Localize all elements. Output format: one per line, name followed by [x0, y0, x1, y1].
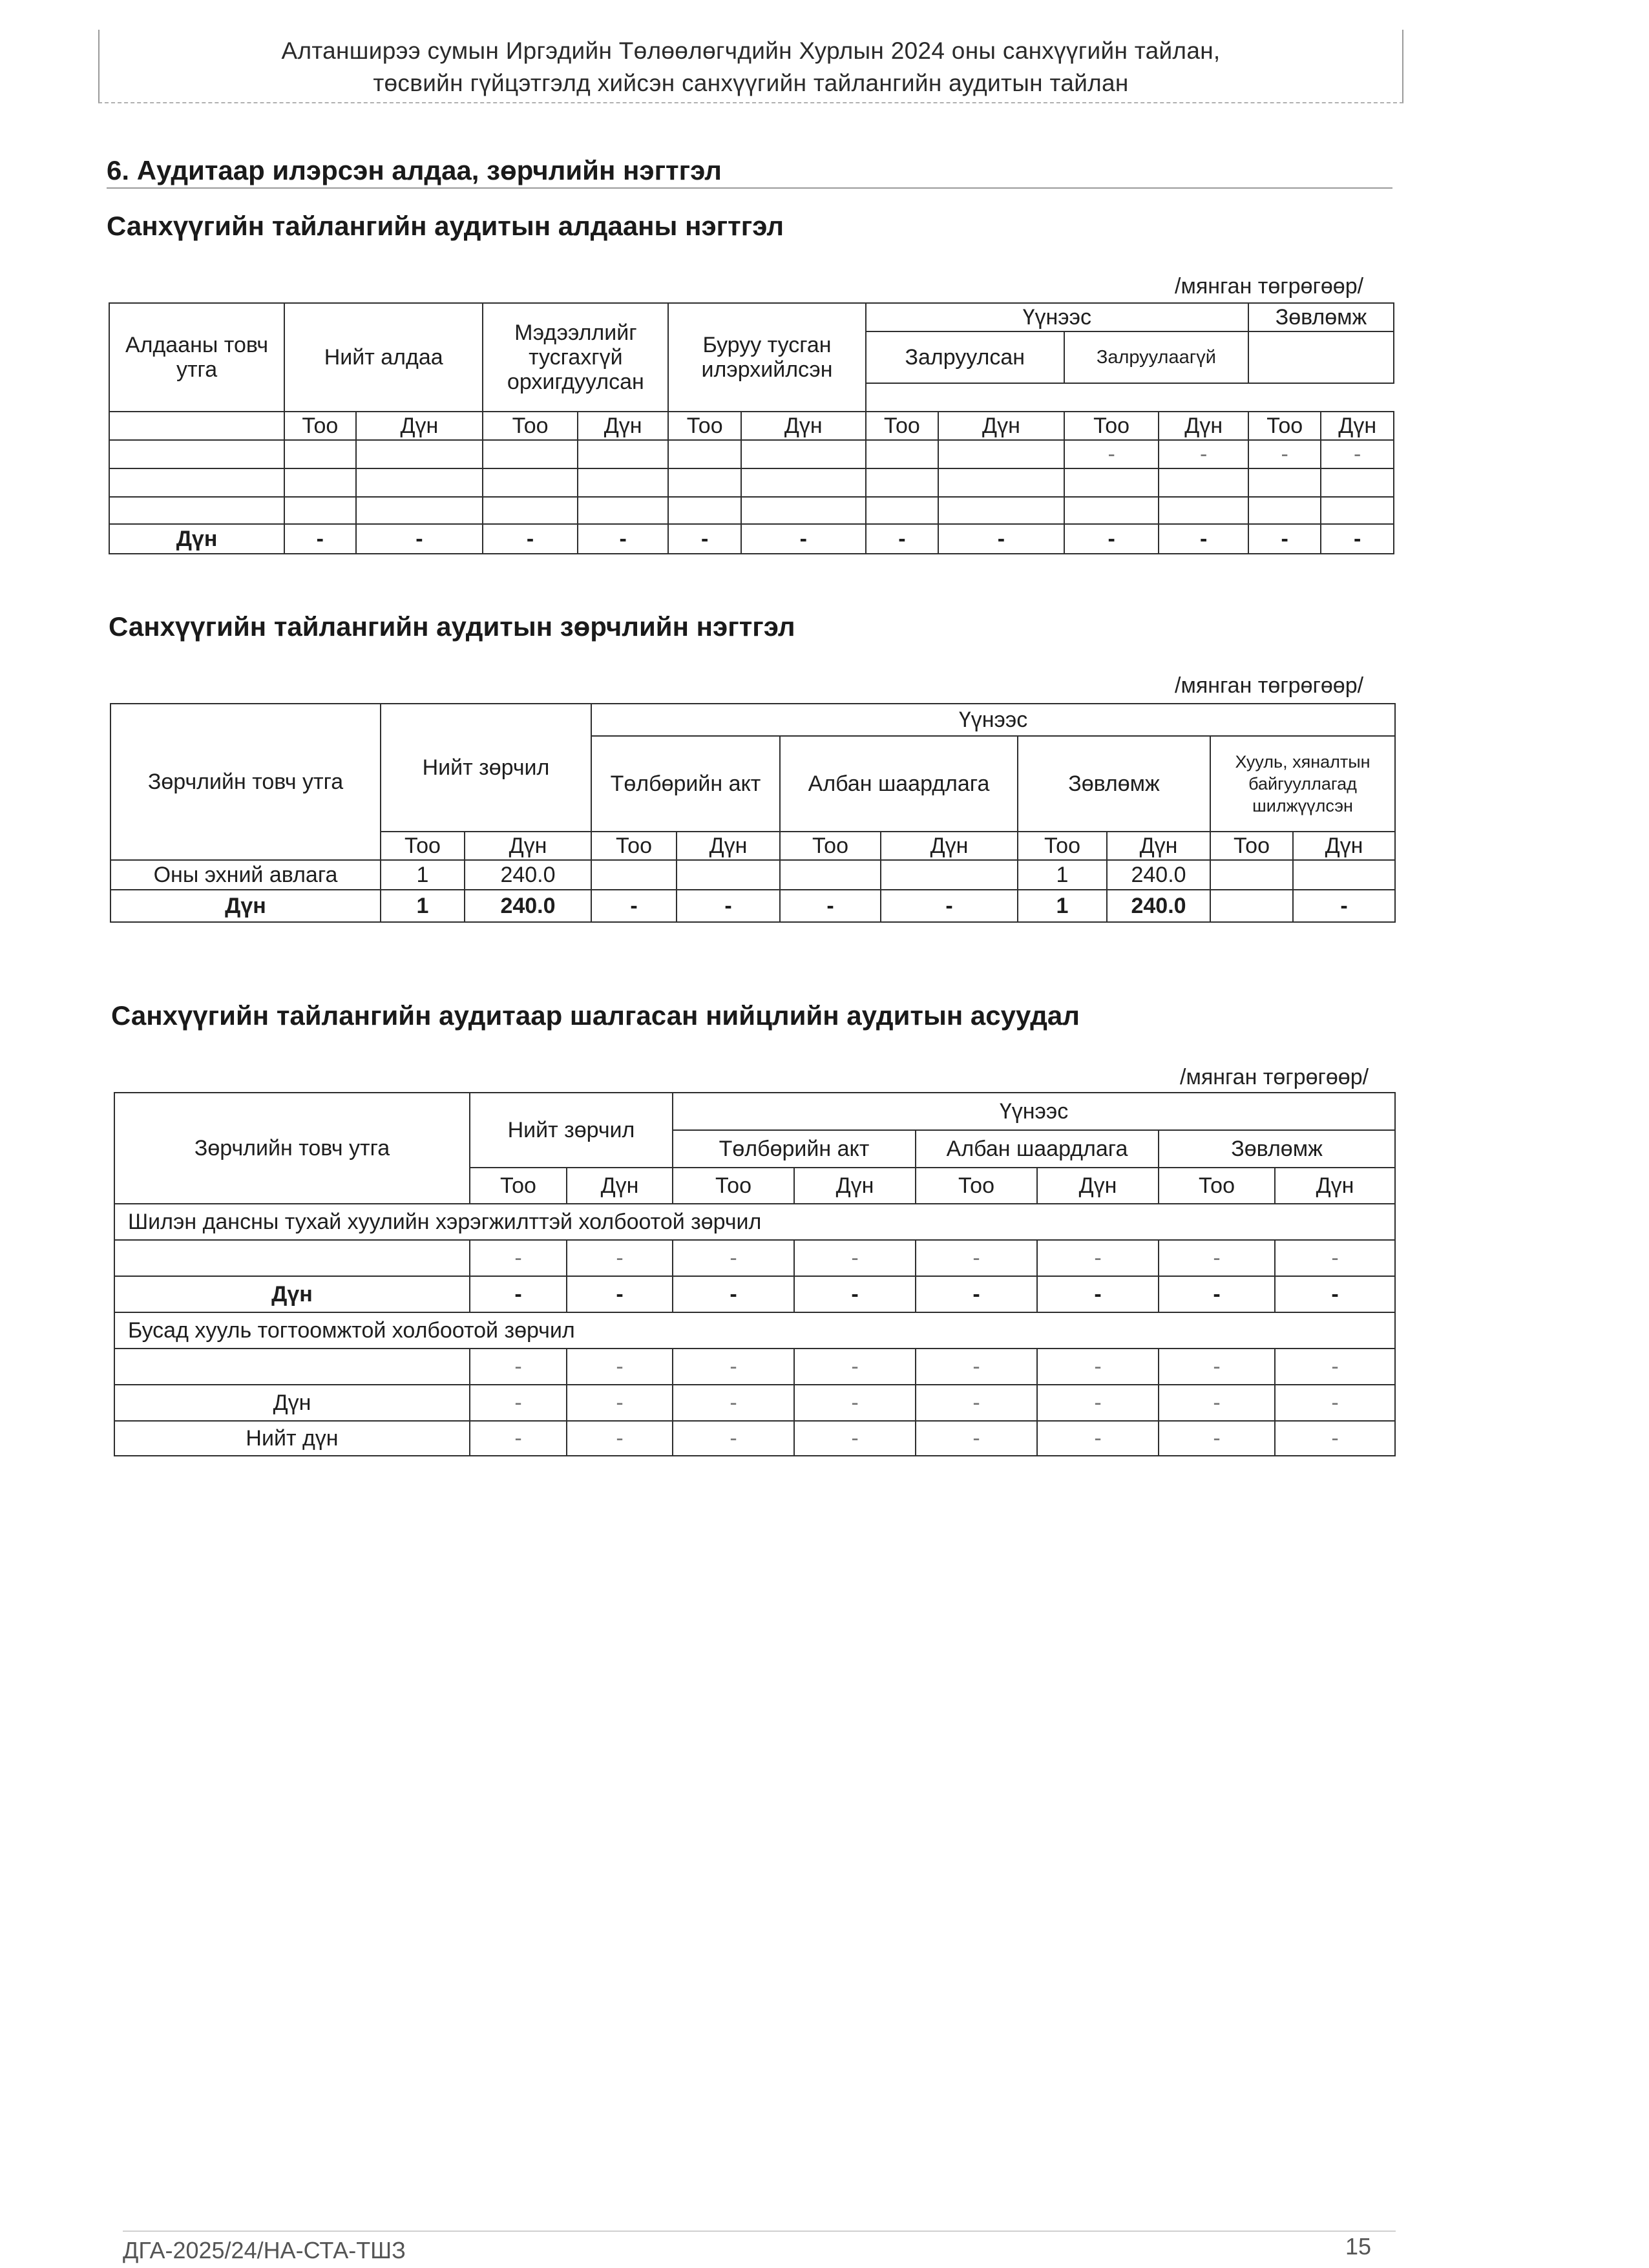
t3-h-total: Нийт зөрчил: [470, 1093, 673, 1168]
table2-title: Санхүүгийн тайлангийн аудитын зөрчлийн нэгтгэл: [109, 611, 795, 642]
cell-dash: -: [1064, 524, 1159, 554]
section-divider: [107, 187, 1392, 189]
table-row: [114, 1349, 1395, 1385]
cell-dash: -: [470, 1240, 567, 1276]
cell-dash: -: [1037, 1240, 1159, 1276]
table1-title: Санхүүгийн тайлангийн аудитын алдааны нэгтгэл: [107, 211, 784, 241]
t3-too: Тоо: [916, 1168, 1037, 1204]
t2-h-act: Төлбөрийн акт: [591, 736, 780, 832]
t3-too: Тоо: [1159, 1168, 1275, 1204]
page-header: [98, 30, 1403, 103]
t1-too: Тоо: [284, 412, 355, 440]
cell-dash: -: [916, 1240, 1037, 1276]
cell-dash: -: [938, 524, 1064, 554]
cell-dash: -: [1275, 1240, 1395, 1276]
t1-total-label: Дүн: [109, 524, 284, 554]
t2-too: Тоо: [381, 832, 465, 860]
t1-dun: Дүн: [741, 412, 866, 440]
cell-dash: -: [794, 1276, 916, 1312]
t1-too: Тоо: [1248, 412, 1321, 440]
t1-h-corrected: Залруулсан: [866, 331, 1064, 383]
cell-dash: -: [578, 524, 669, 554]
t2-dun: Дүн: [677, 832, 780, 860]
cell-dash: -: [1064, 440, 1159, 468]
cell-dash: -: [1275, 1276, 1395, 1312]
cell-dash: -: [673, 1276, 794, 1312]
section-title: 6. Аудитаар илэрсэн алдаа, зөрчлийн нэгтгэл: [107, 155, 722, 185]
t3-grand-label: Нийт дүн: [114, 1421, 470, 1456]
t2-total-dun: 240.0: [465, 890, 591, 922]
cell-dash: -: [1248, 440, 1321, 468]
cell-dash: -: [673, 1349, 794, 1385]
table2-unit: /мянган төгрөгөөр/: [1175, 673, 1364, 698]
t1-h-of-which: Үүнээс: [866, 303, 1248, 331]
cell-dash: -: [567, 1385, 673, 1421]
t2-row1-rec-dun: 240.0: [1107, 860, 1210, 890]
table-row: [114, 1240, 1395, 1276]
table-total-row: [109, 524, 1394, 554]
cell-dash: -: [1037, 1276, 1159, 1312]
cell-dash: -: [567, 1421, 673, 1456]
header-line-2: төсвийн гүйцэтгэлд хийсэн санхүүгийн тайлангийн аудитын тайлан: [373, 70, 1129, 96]
cell-dash: -: [673, 1240, 794, 1276]
t3-h-demand: Албан шаардлага: [916, 1130, 1159, 1168]
cell-dash: -: [1159, 1385, 1275, 1421]
t2-h-name: Зөрчлийн товч утга: [110, 704, 381, 860]
t3-group1-sum-label: Дүн: [114, 1276, 470, 1312]
t2-dun: Дүн: [1293, 832, 1395, 860]
t2-dun: Дүн: [1107, 832, 1210, 860]
cell-dash: -: [470, 1349, 567, 1385]
t1-h-recommend-blank: [1248, 331, 1394, 383]
cell-dash: -: [470, 1276, 567, 1312]
t1-too: Тоо: [668, 412, 740, 440]
violation-summary-table: [110, 703, 1396, 923]
cell-dash: -: [1037, 1421, 1159, 1456]
t2-row1-total-too: 1: [381, 860, 465, 890]
t1-too: Тоо: [483, 412, 578, 440]
cell-dash: -: [916, 1349, 1037, 1385]
cell-dash: -: [1275, 1349, 1395, 1385]
table-row: [114, 1421, 1395, 1456]
table-row: [109, 497, 1394, 524]
t1-dun: Дүн: [356, 412, 483, 440]
cell-dash: -: [916, 1385, 1037, 1421]
cell-dash: -: [1275, 1421, 1395, 1456]
document-code: ДГА-2025/24/НА-СТА-ТШЗ: [123, 2237, 406, 2263]
t2-total-too: 1: [381, 890, 465, 922]
t1-h-unreported: Мэдээллийг тусгахгүй орхигдуулсан: [483, 303, 668, 412]
t1-h-spacer: [109, 412, 284, 440]
table-row: [109, 440, 1394, 468]
cell-dash: -: [1159, 1349, 1275, 1385]
t1-h-uncorrected: Залруулаагүй: [1064, 331, 1248, 383]
t3-h-recommend: Зөвлөмж: [1159, 1130, 1395, 1168]
cell-dash: -: [567, 1349, 673, 1385]
cell-dash: -: [794, 1240, 916, 1276]
t3-h-name: Зөрчлийн товч утга: [114, 1093, 470, 1204]
t2-too: Тоо: [591, 832, 677, 860]
t3-too: Тоо: [673, 1168, 794, 1204]
compliance-issues-table: [114, 1092, 1396, 1456]
t1-dun: Дүн: [578, 412, 669, 440]
t3-dun: Дүн: [1275, 1168, 1395, 1204]
t2-row1-label: Оны эхний авлага: [110, 860, 381, 890]
cell-dash: -: [1159, 524, 1248, 554]
cell-dash: -: [1321, 440, 1394, 468]
cell-dash: -: [673, 1385, 794, 1421]
cell-dash: -: [916, 1421, 1037, 1456]
cell-dash: -: [1159, 1240, 1275, 1276]
cell-dash: -: [1159, 440, 1248, 468]
cell-dash: -: [881, 890, 1018, 922]
t3-group2-sum-label: Дүн: [114, 1385, 470, 1421]
t2-row1-total-dun: 240.0: [465, 860, 591, 890]
table-row: [114, 1385, 1395, 1421]
cell-dash: -: [567, 1240, 673, 1276]
cell-dash: -: [794, 1349, 916, 1385]
cell-dash: -: [677, 890, 780, 922]
cell-dash: -: [483, 524, 578, 554]
t3-group2-label: Бусад хууль тогтоомжтой холбоотой зөрчил: [114, 1312, 1395, 1349]
t1-h-name: Алдааны товч утга: [109, 303, 284, 412]
cell-dash: -: [356, 524, 483, 554]
t1-dun: Дүн: [1321, 412, 1394, 440]
cell-dash: -: [1321, 524, 1394, 554]
table-total-row: [110, 890, 1395, 922]
cell-dash: -: [780, 890, 881, 922]
cell-dash: -: [1159, 1276, 1275, 1312]
t2-h-demand: Албан шаардлага: [780, 736, 1018, 832]
table-total-row: [114, 1276, 1395, 1312]
cell-dash: -: [673, 1421, 794, 1456]
t3-dun: Дүн: [794, 1168, 916, 1204]
t2-row1-rec-too: 1: [1018, 860, 1107, 890]
table1-unit: /мянган төгрөгөөр/: [1175, 274, 1364, 299]
cell-dash: -: [916, 1276, 1037, 1312]
table3-title: Санхүүгийн тайлангийн аудитаар шалгасан нийцлийн аудитын асуудал: [111, 1000, 1080, 1031]
cell-dash: -: [1037, 1349, 1159, 1385]
cell-dash: -: [794, 1385, 916, 1421]
cell-dash: -: [1248, 524, 1321, 554]
t1-h-recommend: Зөвлөмж: [1248, 303, 1394, 331]
table-row: [110, 860, 1395, 890]
t2-too: Тоо: [1210, 832, 1293, 860]
t3-h-act: Төлбөрийн акт: [673, 1130, 916, 1168]
t3-dun: Дүн: [567, 1168, 673, 1204]
t2-total-rec-too: 1: [1018, 890, 1107, 922]
cell-dash: -: [470, 1385, 567, 1421]
t1-dun: Дүн: [1159, 412, 1248, 440]
t2-h-recommend: Зөвлөмж: [1018, 736, 1210, 832]
cell-dash: -: [1037, 1385, 1159, 1421]
cell-dash: -: [1293, 890, 1395, 922]
t3-h-of-which: Үүнээс: [673, 1093, 1395, 1130]
cell-dash: -: [668, 524, 740, 554]
t2-too: Тоо: [780, 832, 881, 860]
t1-too: Тоо: [1064, 412, 1159, 440]
footer-divider: [123, 2231, 1396, 2232]
header-line-1: Алтанширээ сумын Иргэдийн Төлөөлөгчдийн Хурлын 2024 оны санхүүгийн тайлан,: [281, 37, 1221, 64]
t1-dun: Дүн: [938, 412, 1064, 440]
page-number: 15: [1345, 2233, 1372, 2260]
t3-too: Тоо: [470, 1168, 567, 1204]
t1-too: Тоо: [866, 412, 938, 440]
t2-h-of-which: Үүнээс: [591, 704, 1395, 736]
t1-h-total: Нийт алдаа: [284, 303, 483, 412]
table3-unit: /мянган төгрөгөөр/: [1180, 1065, 1369, 1089]
cell-dash: -: [1275, 1385, 1395, 1421]
cell-dash: -: [741, 524, 866, 554]
cell-dash: -: [567, 1276, 673, 1312]
t2-h-total: Нийт зөрчил: [381, 704, 591, 832]
t3-dun: Дүн: [1037, 1168, 1159, 1204]
t2-h-law: Хууль, хяналтын байгууллагад шилжүүлсэн: [1210, 736, 1395, 832]
t2-dun: Дүн: [881, 832, 1018, 860]
t2-too: Тоо: [1018, 832, 1107, 860]
cell-dash: -: [284, 524, 355, 554]
cell-dash: -: [866, 524, 938, 554]
t2-total-rec-dun: 240.0: [1107, 890, 1210, 922]
cell-dash: -: [470, 1421, 567, 1456]
table-row: [109, 468, 1394, 497]
cell-dash: -: [794, 1421, 916, 1456]
t2-dun: Дүн: [465, 832, 591, 860]
cell-dash: -: [591, 890, 677, 922]
t1-h-wrong: Буруу тусган илэрхийлсэн: [668, 303, 865, 412]
t2-total-label: Дүн: [110, 890, 381, 922]
cell-dash: -: [1159, 1421, 1275, 1456]
error-summary-table: [109, 302, 1394, 554]
t3-group1-label: Шилэн дансны тухай хуулийн хэрэгжилттэй холбоотой зөрчил: [114, 1204, 1395, 1240]
